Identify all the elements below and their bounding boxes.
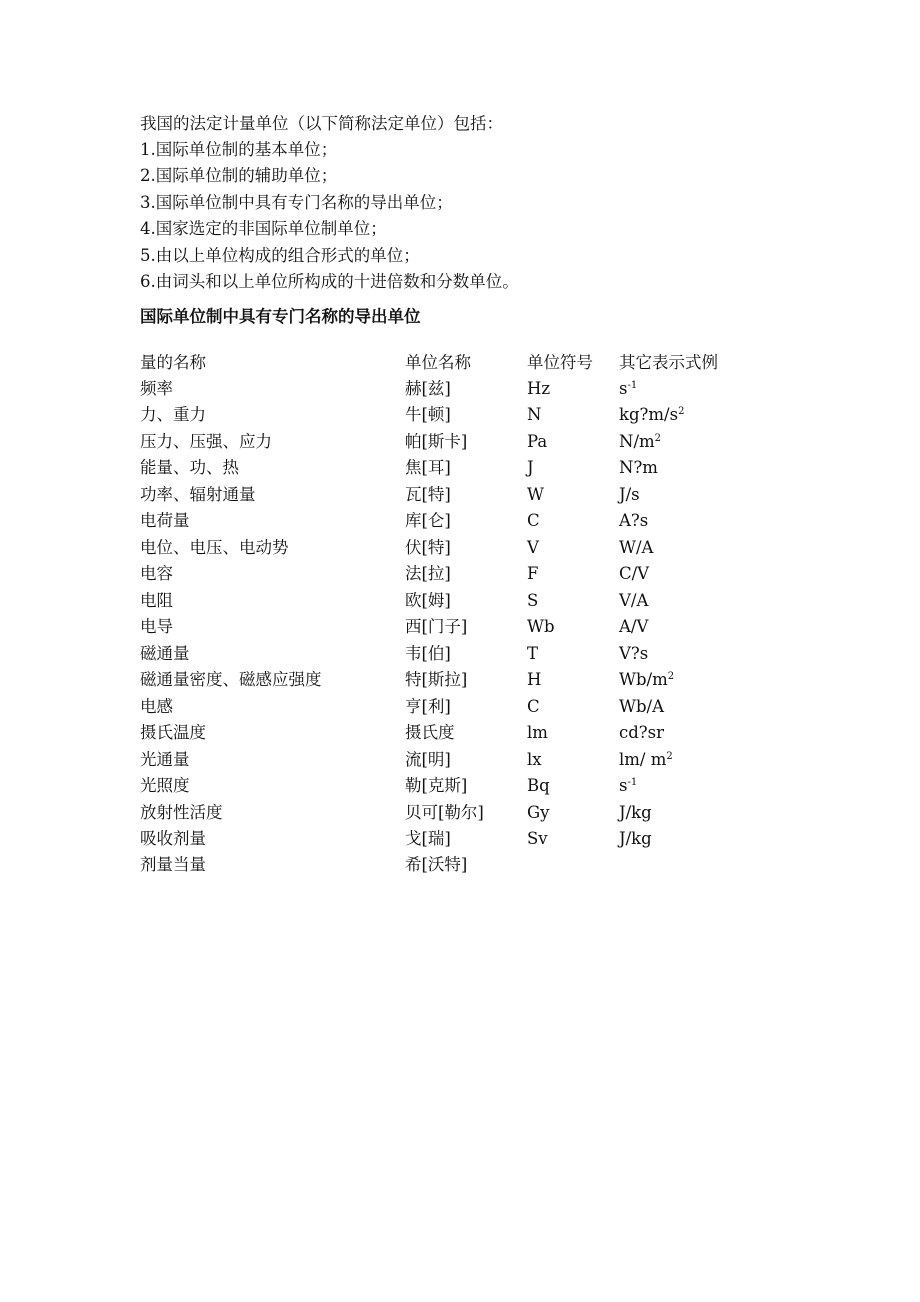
other-expression-base: J/s (619, 484, 640, 504)
other-expression-cell (619, 800, 652, 826)
other-expression-base: cd?sr (619, 723, 665, 743)
header-other-expression: 其它表示式例 (619, 353, 718, 372)
table-row (140, 508, 840, 534)
other-expression-exponent: 2 (667, 671, 675, 683)
other-expression-cell (619, 826, 652, 852)
other-expression-cell (619, 747, 673, 773)
quantity-cell: 电阻 (140, 590, 173, 610)
unit-name-cell: 贝可[勒尔] (405, 802, 484, 822)
unit-name-cell: 伏[特] (405, 537, 451, 557)
quantity-cell: 剂量当量 (140, 855, 206, 875)
other-expression-base: A/V (619, 617, 649, 637)
table-row (140, 535, 840, 561)
quantity-cell: 电容 (140, 564, 173, 584)
quantity-cell: 压力、压强、应力 (140, 431, 272, 451)
unit-symbol-cell: J (527, 458, 534, 478)
quantity-cell: 光通量 (140, 749, 190, 769)
unit-symbol-cell: Pa (527, 431, 548, 451)
intro-item: 6.由词头和以上单位所构成的十进倍数和分数单位。 (140, 272, 519, 291)
unit-symbol-cell: H (527, 670, 542, 690)
quantity-cell: 磁通量密度、磁感应强度 (140, 670, 322, 690)
intro-item: 2.国际单位制的辅助单位； (140, 166, 338, 185)
other-expression-base: J/kg (619, 802, 652, 822)
quantity-cell: 放射性活度 (140, 802, 223, 822)
table-row (140, 694, 840, 720)
section-title: 国际单位制中具有专门名称的导出单位 (140, 307, 421, 326)
other-expression-exponent: -1 (627, 777, 638, 789)
table-row (140, 641, 840, 667)
table-row (140, 429, 840, 455)
other-expression-cell (619, 588, 648, 614)
table-row (140, 455, 840, 481)
table-row (140, 852, 840, 878)
other-expression-exponent: -1 (627, 380, 638, 391)
unit-name-cell: 欧[姆] (405, 590, 451, 610)
unit-symbol-cell: lx (527, 749, 542, 769)
other-expression-cell (619, 561, 649, 587)
quantity-cell: 光照度 (140, 776, 190, 796)
quantity-cell: 能量、功、热 (140, 458, 239, 478)
header-quantity: 量的名称 (140, 353, 206, 372)
unit-symbol-cell: N (527, 405, 542, 425)
unit-name-cell: 戈[瑞] (405, 828, 451, 848)
header-unit-name: 单位名称 (405, 353, 471, 372)
other-expression-base: Wb/A (619, 696, 664, 716)
intro-item: 3.国际单位制中具有专门名称的导出单位； (140, 193, 453, 212)
table-row (140, 376, 840, 402)
unit-name-cell: 库[仑] (405, 511, 451, 531)
unit-symbol-cell: C (527, 696, 540, 716)
other-expression-cell (619, 482, 640, 508)
other-expression-base: J/kg (619, 828, 652, 848)
unit-name-cell: 亨[利] (405, 696, 451, 716)
unit-symbol-cell: S (527, 590, 539, 610)
unit-symbol-cell: C (527, 511, 540, 531)
unit-symbol-cell: W (527, 484, 544, 504)
intro-lead: 我国的法定计量单位（以下简称法定单位）包括： (140, 114, 503, 133)
other-expression-base: N/m (619, 431, 655, 451)
intro-item: 5.由以上单位构成的组合形式的单位； (140, 246, 420, 265)
other-expression-base: W/A (619, 537, 654, 557)
other-expression-cell (619, 402, 684, 428)
quantity-cell: 磁通量 (140, 643, 190, 663)
table-row (140, 720, 840, 746)
other-expression-cell (619, 773, 637, 799)
table-row (140, 614, 840, 640)
table-row (140, 773, 840, 799)
other-expression-exponent: 2 (666, 750, 673, 762)
header-unit-symbol: 单位符号 (527, 353, 593, 372)
quantity-cell: 电导 (140, 617, 173, 637)
other-expression-cell (619, 641, 648, 667)
unit-symbol-cell: V (527, 537, 539, 557)
table-row (140, 402, 840, 428)
other-expression-cell (619, 667, 674, 693)
other-expression-cell (619, 614, 648, 640)
quantity-cell: 电感 (140, 696, 173, 716)
table-row (140, 826, 840, 852)
other-expression-cell (619, 508, 648, 534)
other-expression-exponent: 2 (678, 406, 685, 418)
unit-symbol-cell: Wb (527, 617, 555, 637)
quantity-cell: 摄氏温度 (140, 723, 206, 743)
other-expression-base: V?s (619, 643, 649, 663)
unit-name-cell: 勒[克斯] (405, 776, 468, 796)
unit-symbol-cell: Bq (527, 776, 550, 796)
other-expression-base: lm/ m (619, 749, 667, 769)
unit-name-cell: 特[斯拉] (405, 670, 468, 690)
unit-name-cell: 帕[斯卡] (405, 431, 468, 451)
quantity-cell: 频率 (140, 379, 173, 398)
unit-symbol-cell: Hz (527, 379, 551, 398)
other-expression-cell (619, 455, 658, 481)
unit-name-cell: 流[明] (405, 749, 451, 769)
quantity-cell: 力、重力 (140, 405, 206, 425)
other-expression-base: s (619, 776, 628, 796)
other-expression-cell (619, 535, 653, 561)
unit-name-cell: 韦[伯] (405, 643, 451, 663)
unit-name-cell: 摄氏度 (405, 723, 455, 743)
unit-name-cell: 希[沃特] (405, 855, 468, 875)
other-expression-cell (619, 720, 664, 746)
quantity-cell: 电荷量 (140, 511, 190, 531)
other-expression-cell (619, 694, 664, 720)
other-expression-exponent: 2 (654, 432, 662, 444)
unit-name-cell: 牛[顿] (405, 405, 451, 425)
table-row (140, 588, 840, 614)
other-expression-base: A?s (619, 511, 649, 531)
quantity-cell: 电位、电压、电动势 (140, 537, 289, 557)
unit-symbol-cell: F (527, 564, 539, 584)
other-expression-base: kg?m/s (619, 405, 679, 425)
other-expression-cell (619, 376, 637, 402)
quantity-cell: 吸收剂量 (140, 828, 206, 848)
table-header (140, 350, 840, 376)
other-expression-base: N?m (619, 458, 658, 478)
table-row (140, 667, 840, 693)
unit-name-cell: 瓦[特] (405, 484, 451, 504)
other-expression-base: C/V (619, 564, 650, 584)
unit-symbol-cell: T (527, 643, 539, 663)
unit-symbol-cell: Sv (527, 828, 548, 848)
unit-name-cell: 法[拉] (405, 564, 451, 584)
table-row (140, 482, 840, 508)
other-expression-cell (619, 429, 661, 455)
other-expression-base: V/A (619, 590, 649, 610)
other-expression-base: s (619, 379, 628, 398)
table-row (140, 561, 840, 587)
unit-name-cell: 焦[耳] (405, 458, 451, 478)
unit-name-cell: 西[门子] (405, 617, 468, 637)
unit-symbol-cell: Gy (527, 802, 550, 822)
intro-item: 1.国际单位制的基本单位； (140, 140, 338, 159)
table-row (140, 747, 840, 773)
quantity-cell: 功率、辐射通量 (140, 484, 256, 504)
table-row (140, 800, 840, 826)
other-expression-base: Wb/m (619, 670, 668, 690)
unit-name-cell: 赫[兹] (405, 379, 451, 398)
unit-symbol-cell: lm (527, 723, 548, 743)
intro-item: 4.国家选定的非国际单位制单位； (140, 219, 387, 238)
